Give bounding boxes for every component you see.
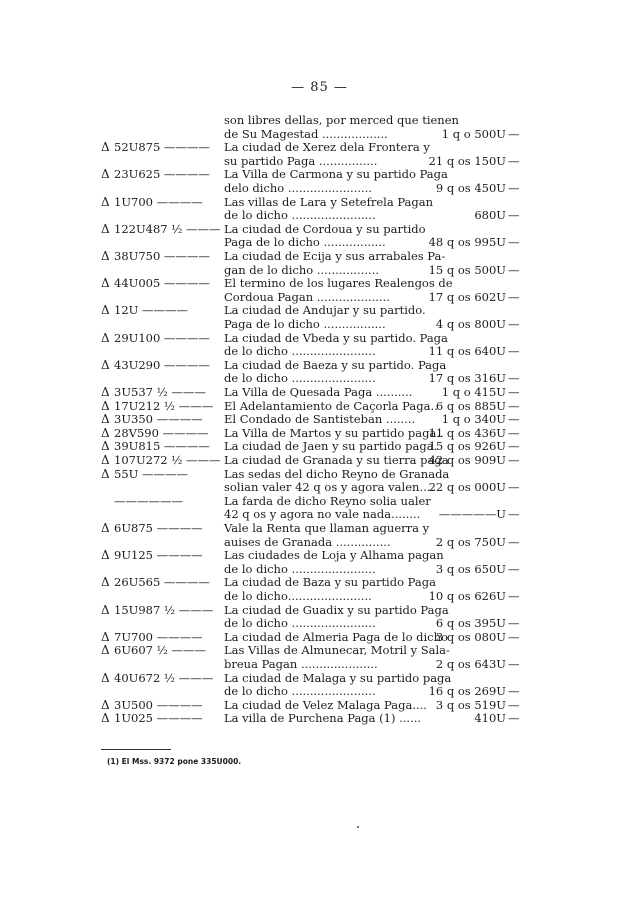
ledger-dash: — [508,439,520,454]
ledger-description: La ciudad de Guadix y su partido Paga [224,602,449,617]
ledger-row [0,113,639,127]
ledger-code: 3U350 ———— [114,412,203,427]
marker-triangle-icon: Δ [101,194,110,209]
ledger-amount: 1 q o 500U [441,126,506,141]
marker-triangle-icon: Δ [101,602,110,617]
ledger-description: La ciudad de Velez Malaga Paga.... [224,697,427,712]
ledger-code: 26U565 ———— [114,575,210,590]
marker-triangle-icon: Δ [101,221,110,236]
ledger-code: 43U290 ———— [114,357,210,372]
ledger-amount: 4 q os 800U [435,317,506,331]
ledger-dash: — [508,507,520,522]
ledger-row [0,385,639,399]
ledger-row [0,657,639,671]
ledger-description: La ciudad de Andujar y su partido. [224,303,426,318]
marker-triangle-icon: Δ [101,453,110,467]
ledger-description: La ciudad de Cordoua y su partido [224,221,426,236]
ledger-description: de Su Magestad .................. [224,126,388,141]
ledger-row [0,698,639,712]
ledger-description: de lo dicho ....................... [224,561,376,576]
ledger-code: 122U487 ½ ——— [114,221,221,236]
ledger-description: La ciudad de Granada y su tierra paga [224,453,449,467]
ledger-description: El Condado de Santisteban ........ [224,412,416,427]
ledger-description: La ciudad de Baza y su partido Paga [224,575,436,590]
ledger-row [0,453,639,467]
ledger-row [0,249,639,263]
marker-triangle-icon: Δ [101,276,110,291]
ledger-dash: — [508,453,520,467]
ledger-code: 12U ———— [114,303,188,318]
ledger-dash: — [508,181,520,195]
marker-triangle-icon: Δ [101,521,110,535]
ledger-dash: — [508,385,520,399]
ledger-dash: — [508,317,520,331]
ledger-amount: 680U [474,208,506,223]
ledger-amount: 410U [474,711,506,726]
ledger-description: La ciudad de Xerez dela Frontera y [224,140,430,155]
ledger-dash: — [508,289,520,304]
ledger-description: de lo dicho ....................... [224,684,376,699]
ledger-amount: 11 q os 436U [428,425,506,440]
ledger-dash: — [508,371,520,386]
footnote: (1) El Mss. 9372 pone 335U000. [107,757,242,766]
ledger-description: La ciudad de Almeria Paga de lo dicho [224,629,448,644]
ledger-amount: 3 q os 519U [435,697,506,712]
marker-triangle-icon: Δ [101,643,110,658]
ledger-description: solian valer 42 q os y agora valen.... [224,480,435,495]
ledger-dash: — [508,126,520,141]
ledger-dash: — [508,208,520,223]
ledger-description: de lo dicho ....................... [224,208,376,223]
ledger-row [0,562,639,576]
ledger-dash: — [508,262,520,277]
ledger-row [0,494,639,508]
ledger-amount: 6 q os 395U [435,616,506,631]
ledger-code: 55U ———— [114,466,188,481]
ledger-row [0,263,639,277]
ledger-code: 7U700 ———— [114,629,203,644]
ledger-description: La farda de dicho Reyno solia ualer [224,493,431,508]
ledger-description: Las Villas de Almunecar, Motril y Sala- [224,643,450,658]
ledger-row [0,616,639,630]
ledger-dash: — [508,589,520,603]
ledger-code: 39U815 ———— [114,439,210,454]
marker-triangle-icon: Δ [101,249,110,263]
ledger-code: 52U875 ———— [114,140,210,155]
page-number: — 85 — [291,80,348,95]
ledger-code: 1U700 ———— [114,194,203,209]
marker-triangle-icon: Δ [101,711,110,726]
ledger-row [0,317,639,331]
ledger-dash: — [508,711,520,726]
ledger-dash: — [508,697,520,712]
marker-triangle-icon: Δ [101,385,110,399]
ledger-description: La Villa de Martos y su partido paga.. [224,425,444,440]
ledger-row [0,181,639,195]
ledger-amount: 21 q os 150U [428,153,506,168]
ledger-dash: — [508,398,520,413]
ledger-row [0,630,639,644]
ledger-row [0,222,639,236]
ledger-description: son libres dellas, por merced que tienen [224,113,459,127]
ledger-code: 107U272 ½ ——— [114,453,221,467]
ledger-description: La ciudad de Malaga y su partido paga [224,670,452,685]
ledger-description: La Villa de Carmona y su partido Paga [224,167,448,182]
ledger-row [0,167,639,181]
ledger-description: de lo dicho ....................... [224,371,376,386]
ledger-row [0,521,639,535]
marker-triangle-icon: Δ [101,167,110,182]
ink-speck [357,826,359,828]
ledger-row [0,467,639,481]
ledger-amount: —————U [438,507,506,522]
ledger-description: de lo dicho ....................... [224,616,376,631]
ledger-code: 3U537 ½ ——— [114,385,206,399]
ledger-row [0,671,639,685]
ledger-description: delo dicho ....................... [224,181,372,195]
ledger-row [0,358,639,372]
ledger-description: Las ciudades de Loja y Alhama pagan [224,548,444,563]
ledger-row [0,480,639,494]
ledger-amount: 2 q os 750U [435,534,506,549]
ledger-row [0,711,639,725]
ledger-dash: — [508,629,520,644]
ledger-row [0,371,639,385]
ledger-dash: — [508,344,520,359]
ledger-amount: 22 q os 000U [428,480,506,495]
ledger-row [0,548,639,562]
ledger-description: La villa de Purchena Paga (1) ...... [224,711,422,726]
ledger-description: Paga de lo dicho ................. [224,235,386,250]
marker-triangle-icon: Δ [101,425,110,440]
marker-triangle-icon: Δ [101,330,110,345]
ledger-description: auises de Granada ............... [224,534,391,549]
ledger-row [0,399,639,413]
ledger-amount: 16 q os 269U [428,684,506,699]
ledger-code: 38U750 ———— [114,249,210,263]
ledger-row [0,603,639,617]
ledger-code: 17U212 ½ ——— [114,398,214,413]
ledger-code: 40U672 ½ ——— [114,670,214,685]
ledger-row [0,208,639,222]
ledger-description: La Villa de Quesada Paga .......... [224,385,413,399]
ledger-dash: — [508,235,520,250]
ledger-row [0,643,639,657]
ledger-amount: 10 q os 626U [428,589,506,603]
marker-triangle-icon: Δ [101,466,110,481]
ledger-dash: — [508,153,520,168]
ledger-code: 44U005 ———— [114,276,210,291]
ledger-row [0,344,639,358]
ledger-amount: 9 q os 450U [435,181,506,195]
ledger-description: de lo dicho ....................... [224,344,376,359]
ledger-code: 15U987 ½ ——— [114,602,214,617]
ledger-row [0,276,639,290]
ledger-amount: 1 q o 415U [441,385,506,399]
marker-triangle-icon: Δ [101,412,110,427]
marker-triangle-icon: Δ [101,398,110,413]
ledger-description: su partido Paga ................ [224,153,378,168]
footnote-rule [101,749,171,750]
ledger-code: 3U500 ———— [114,697,203,712]
ledger-amount: 3 q os 650U [435,561,506,576]
ledger-code: 9U125 ———— [114,548,203,563]
ledger-description: Vale la Renta que llaman aguerra y [224,521,430,535]
ledger-dash: — [508,657,520,671]
marker-triangle-icon: Δ [101,140,110,155]
ledger-row [0,290,639,304]
ledger-dash: — [508,616,520,631]
ledger-code: 6U607 ½ ——— [114,643,206,658]
ledger-dash: — [508,412,520,427]
marker-triangle-icon: Δ [101,303,110,318]
ledger-description: Las sedas del dicho Reyno de Granada [224,466,450,481]
ledger-description: de lo dicho....................... [224,589,372,603]
ledger-amount: 42 q os 909U [428,453,506,467]
marker-triangle-icon: Δ [101,670,110,685]
ledger-description: La ciudad de Jaen y su partido paga. [224,439,438,454]
ledger-amount: 2 q os 643U [435,657,506,671]
ledger-row [0,535,639,549]
ledger-dash: — [508,480,520,495]
marker-triangle-icon: Δ [101,575,110,590]
ledger-description: La ciudad de Ecija y sus arrabales Pa- [224,249,446,263]
ledger-amount: 11 q os 640U [428,344,506,359]
marker-triangle-icon: Δ [101,439,110,454]
ledger-code: 28V590 ———— [114,425,209,440]
ledger-description: Las villas de Lara y Setefrela Pagan [224,194,434,209]
ledger-row [0,412,639,426]
marker-triangle-icon: Δ [101,629,110,644]
ledger-amount: 17 q os 316U [428,371,506,386]
ledger-code: 29U100 ———— [114,330,210,345]
ledger-description: gan de lo dicho ................. [224,262,379,277]
ledger-row [0,507,639,521]
ledger-row [0,195,639,209]
ledger-code: —————— [114,493,183,508]
ledger-row [0,127,639,141]
ledger-amount: 15 q os 500U [428,262,506,277]
ledger-row [0,154,639,168]
ledger-description: 42 q os y agora no vale nada........ [224,507,421,522]
ledger-description: La ciudad de Vbeda y su partido. Paga [224,330,448,345]
ledger-row [0,439,639,453]
ledger-amount: 48 q os 995U [428,235,506,250]
ledger-amount: 3 q os 080U [435,629,506,644]
marker-triangle-icon: Δ [101,548,110,563]
ledger-row [0,684,639,698]
ledger-amount: 6 q os 885U [435,398,506,413]
ledger-code: 1U025 ———— [114,711,203,726]
ledger-amount: 15 q os 926U [428,439,506,454]
ledger-description: Cordoua Pagan .................... [224,289,390,304]
ledger-dash: — [508,684,520,699]
ledger-amount: 17 q os 602U [428,289,506,304]
ledger-row [0,140,639,154]
ledger-row [0,331,639,345]
ledger-row [0,589,639,603]
ledger-code: 23U625 ———— [114,167,210,182]
ledger-dash: — [508,425,520,440]
ledger-description: breua Pagan ..................... [224,657,378,671]
ledger-row [0,235,639,249]
ledger-description: La ciudad de Baeza y su partido. Paga [224,357,447,372]
ledger-description: El Adelantamiento de Caçorla Paga.. [224,398,438,413]
ledger-row [0,426,639,440]
ledger-row [0,575,639,589]
ledger-amount: 1 q o 340U [441,412,506,427]
ledger-code: 6U875 ———— [114,521,203,535]
ledger-dash: — [508,561,520,576]
ledger-row [0,303,639,317]
ledger-dash: — [508,534,520,549]
marker-triangle-icon: Δ [101,697,110,712]
ledger-description: El termino de los lugares Realengos de [224,276,453,291]
marker-triangle-icon: Δ [101,357,110,372]
ledger-description: Paga de lo dicho ................. [224,317,386,331]
